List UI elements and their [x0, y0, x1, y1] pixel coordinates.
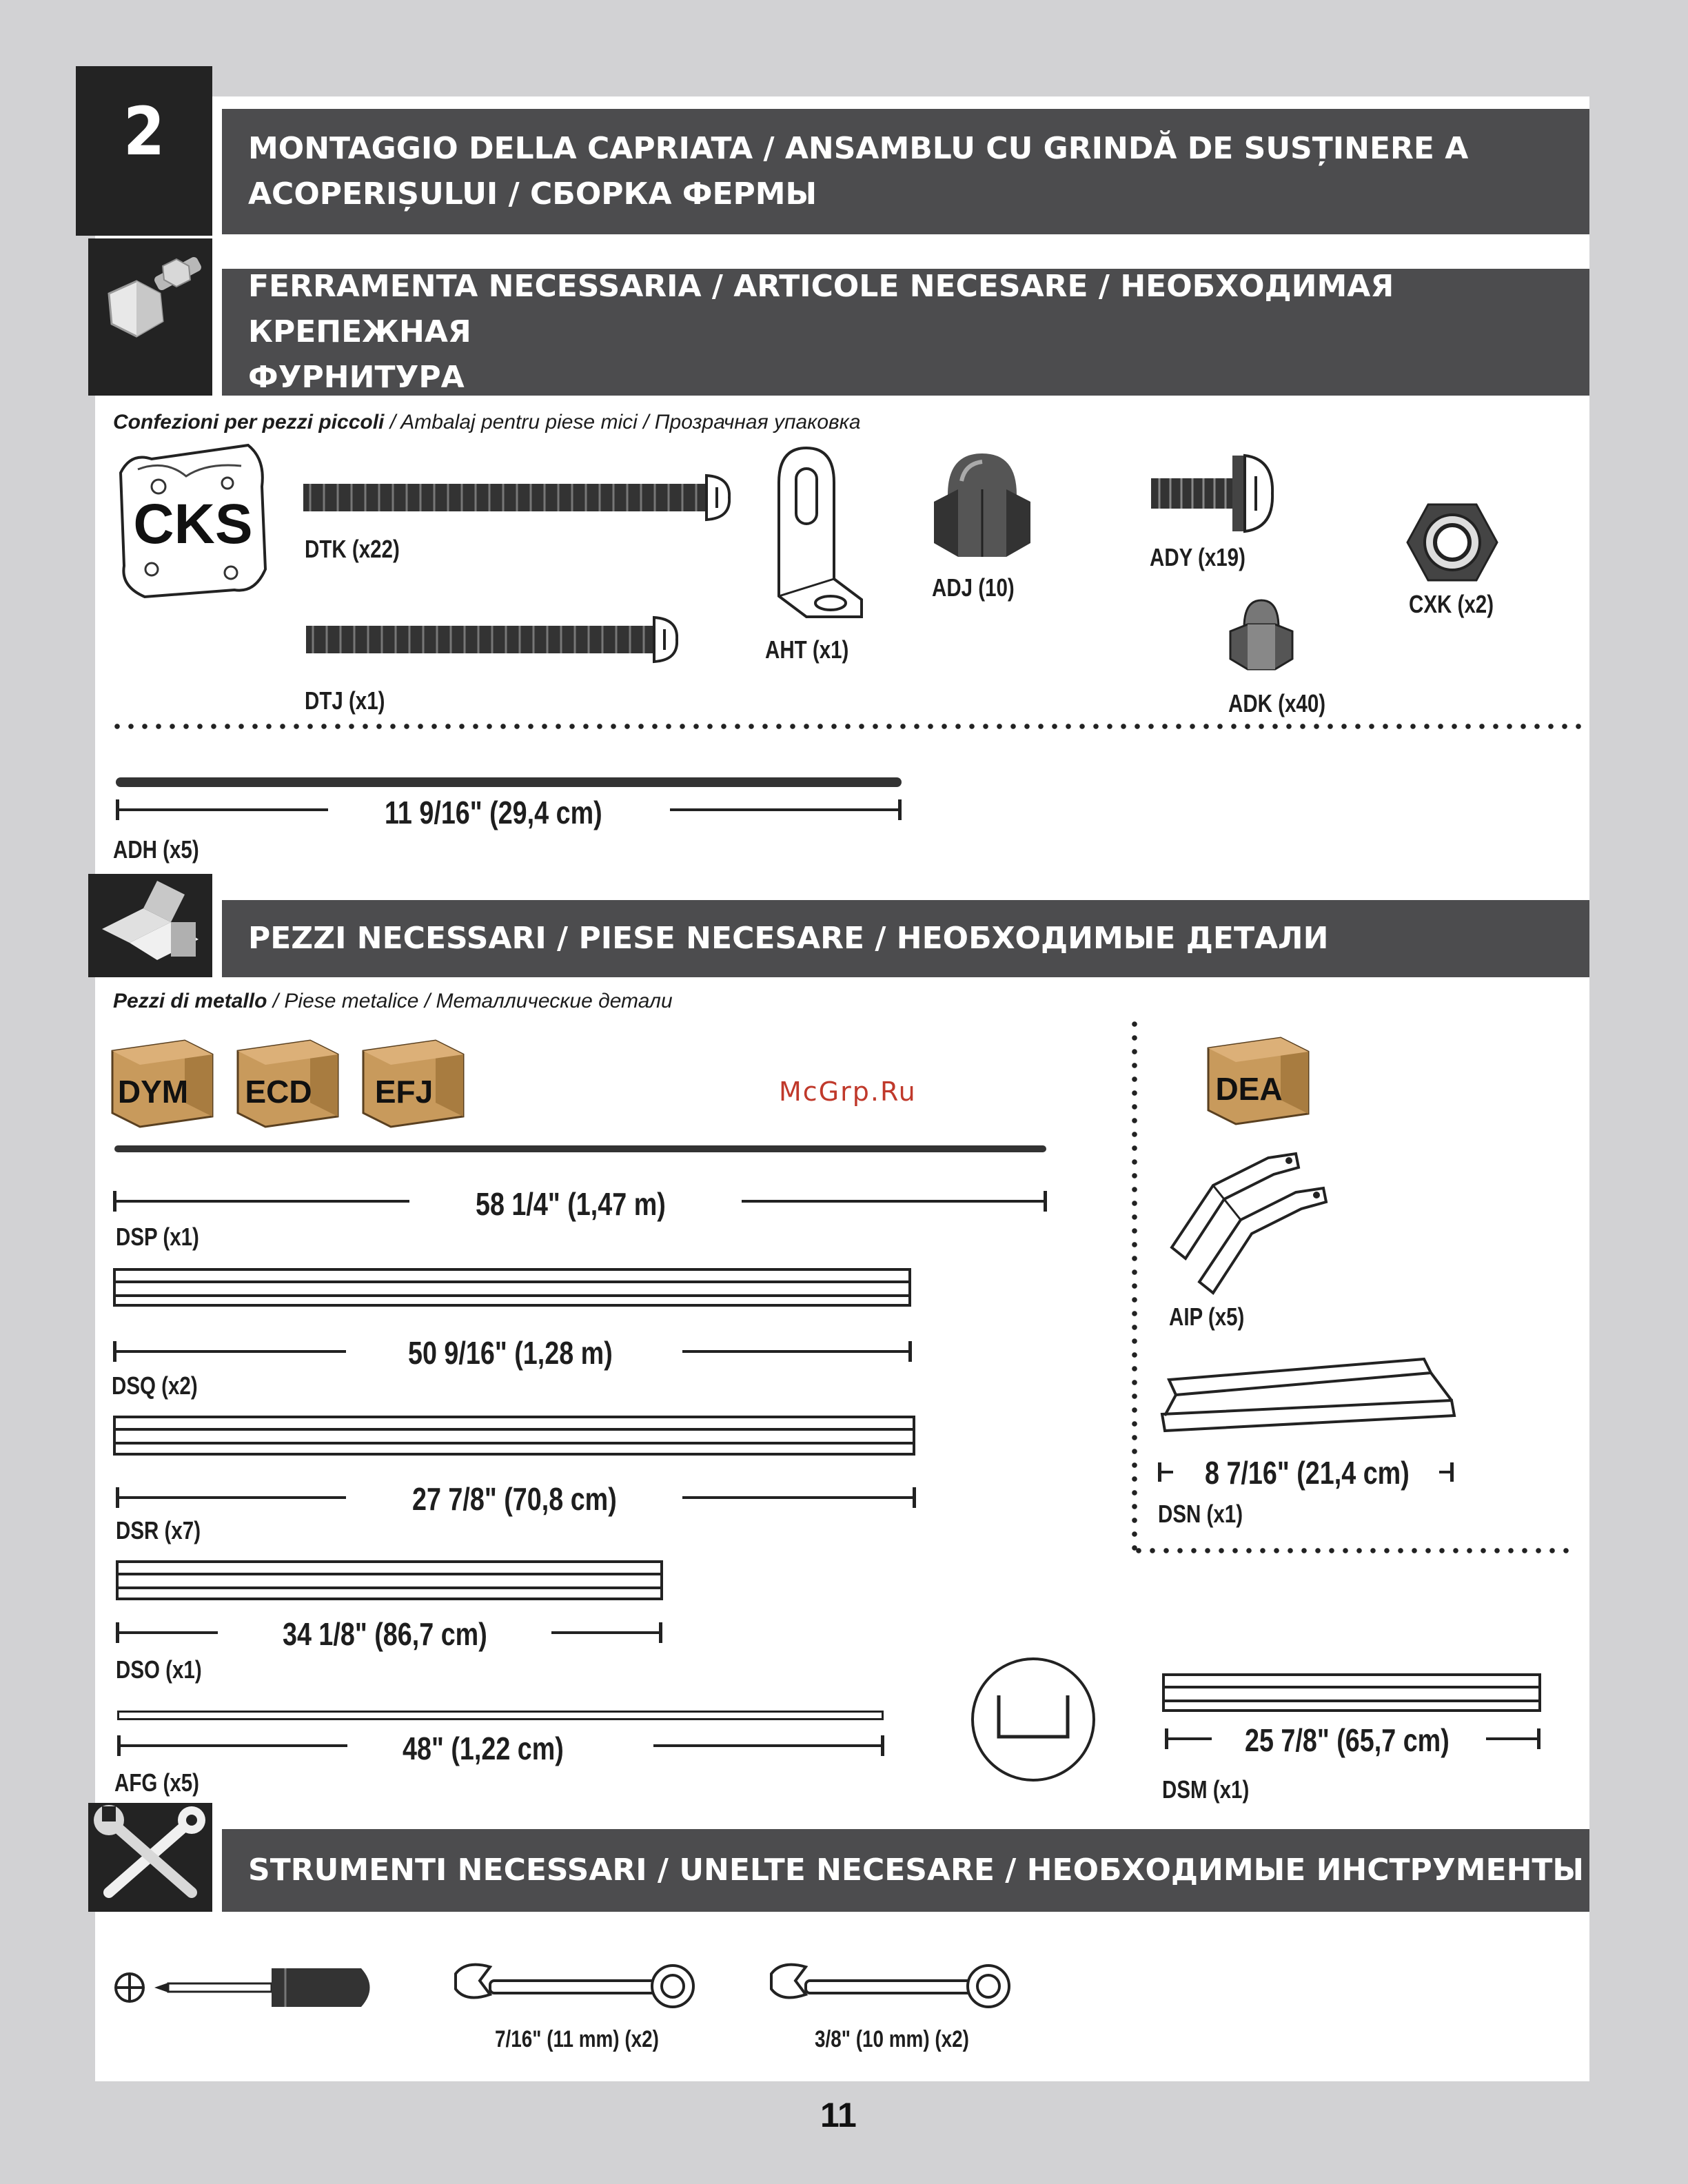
box-dym-label: DYM [117, 1074, 189, 1110]
parts-sub-ru: Металлические детали [436, 990, 673, 1012]
sub-separator: / [267, 990, 285, 1012]
dimension-line [116, 1496, 346, 1499]
page-number: 11 [820, 2096, 857, 2134]
sub-separator: / [637, 411, 655, 433]
dsq-rail-icon [113, 1268, 911, 1307]
hardware-heading-bar [222, 269, 1589, 396]
aht-bracket-icon [765, 441, 868, 627]
dsn-label: DSN (x1) [1158, 1500, 1243, 1528]
adh-length: 11 9/16" (29,4 cm) [385, 795, 602, 830]
afg-label: AFG (x5) [114, 1768, 200, 1797]
dsn-length: 8 7/16" (21,4 cm) [1205, 1455, 1410, 1491]
dimension-line [670, 808, 900, 811]
adh-rod-icon [116, 777, 902, 787]
adk-label: ADK (x40) [1228, 689, 1326, 717]
dimension-line [116, 808, 328, 811]
dsq-label: DSQ (x2) [112, 1371, 198, 1400]
dimension-line [116, 1631, 218, 1634]
dimension-line [113, 1350, 346, 1353]
dimension-line [1486, 1737, 1540, 1740]
parts-heading-bar [222, 900, 1589, 977]
wrench-7-16-label: 7/16" (11 mm) (x2) [495, 2026, 659, 2052]
dsp-length: 58 1/4" (1,47 m) [476, 1186, 666, 1222]
parts-heading: PEZZI NECESSARI / PIESE NECESARE / НЕОБХОДИМЫЕ ДЕТАЛИ [248, 921, 1329, 956]
dsp-tube-icon [114, 1145, 1046, 1152]
dsq-length: 50 9/16" (1,28 m) [408, 1335, 613, 1371]
metal-bracket-icon [88, 874, 212, 977]
dsm-label: DSM (x1) [1162, 1775, 1250, 1804]
dsp-label: DSP (x1) [116, 1223, 199, 1251]
u-channel-profile-icon [968, 1654, 1099, 1785]
dso-length: 34 1/8" (86,7 cm) [283, 1616, 487, 1652]
cxk-lock-nut-icon [1401, 498, 1504, 587]
hardware-heading-line2: ФУРНИТУРА [248, 360, 465, 395]
parts-subtitle [113, 990, 673, 1013]
step-number: 2 [76, 66, 212, 236]
wrench-7-16-icon [452, 1960, 700, 2015]
tools-icon [88, 1803, 212, 1912]
dimension-tick [1537, 1728, 1540, 1749]
adj-label: ADJ (10) [932, 573, 1015, 602]
dimension-line [682, 1350, 911, 1353]
dimension-tick [881, 1735, 884, 1756]
dimension-line [653, 1744, 884, 1747]
box-dea-label: DEA [1215, 1071, 1283, 1107]
dsm-rail-icon [1162, 1673, 1541, 1712]
dimension-line [682, 1496, 915, 1499]
wrench-3-8-icon [768, 1960, 1016, 2015]
box-ecd-icon [234, 1034, 345, 1130]
dsn-rail-icon [1155, 1352, 1465, 1442]
dso-label: DSO (x1) [116, 1655, 202, 1684]
dso-rail-icon [116, 1560, 663, 1600]
dsr-length: 27 7/8" (70,8 cm) [412, 1481, 617, 1517]
tools-heading: STRUMENTI NECESSARI / UNELTE NECESARE / НЕОБХОДИМЫЕ ИНСТРУМЕНТЫ [248, 1853, 1584, 1888]
dsr-label: DSR (x7) [116, 1516, 201, 1544]
adj-cap-nut-icon [927, 447, 1037, 564]
cks-bag-label: CKS [133, 493, 253, 555]
ady-screw-icon [1151, 452, 1275, 535]
box-efj-label: EFJ [374, 1074, 434, 1110]
sub-separator: / [384, 411, 401, 433]
hardware-heading-line1: FERRAMENTA NECESSARIA / ARTICOLE NECESARE / НЕОБХОДИМАЯ КРЕПЕЖНАЯ [248, 269, 1394, 349]
dotted-separator [110, 724, 1589, 729]
dimension-tick [1044, 1191, 1047, 1212]
cks-bag-icon [110, 438, 276, 604]
box-efj-icon [360, 1034, 470, 1130]
adh-label: ADH (x5) [113, 835, 199, 864]
hardware-sub-it: Confezioni per pezzi piccoli [113, 411, 385, 433]
hardware-sub-ro: Ambalaj pentru piese mici [400, 411, 638, 433]
sub-separator: / [418, 990, 436, 1012]
dotted-separator-vertical [1132, 1017, 1137, 1555]
box-dym-icon [109, 1034, 219, 1130]
watermark: McGrp.Ru [779, 1076, 917, 1107]
bolt-nut-icon [88, 238, 212, 396]
hardware-subtitle [113, 411, 861, 434]
afg-length: 48" (1,22 cm) [403, 1731, 564, 1766]
hardware-sub-ru: Прозрачная упаковка [654, 411, 861, 433]
dsr-rail-icon [113, 1416, 915, 1456]
step-title-line2: ACOPERIȘULUI / СБОРКА ФЕРМЫ [248, 176, 817, 212]
aip-label: AIP (x5) [1169, 1303, 1245, 1331]
dtk-label: DTK (x22) [305, 535, 400, 563]
box-ecd-label: ECD [245, 1074, 312, 1110]
step-title-line1: MONTAGGIO DELLA CAPRIATA / ANSAMBLU CU GRINDĂ DE SUSȚINERE A [248, 131, 1469, 166]
screwdriver-icon [113, 1960, 382, 2015]
step-title-bar [222, 109, 1589, 234]
wrench-3-8-label: 3/8" (10 mm) (x2) [815, 2026, 969, 2052]
dimension-tick [1450, 1462, 1454, 1482]
tools-heading-bar [222, 1829, 1589, 1912]
dtj-screw-icon [306, 612, 678, 667]
cxk-label: CXK (x2) [1409, 590, 1494, 618]
aip-bracket-icon [1158, 1144, 1351, 1296]
dimension-tick [659, 1622, 662, 1643]
dsm-length: 25 7/8" (65,7 cm) [1245, 1722, 1450, 1758]
dimension-line [742, 1200, 1046, 1203]
dimension-line [551, 1631, 662, 1634]
dimension-tick [913, 1487, 916, 1508]
dimension-line [1158, 1471, 1173, 1473]
dtj-label: DTJ (x1) [305, 686, 385, 715]
adk-nut-icon [1227, 597, 1296, 673]
aht-label: AHT (x1) [765, 635, 849, 664]
parts-sub-ro: Piese metalice [284, 990, 419, 1012]
dimension-line [1165, 1737, 1212, 1740]
dtk-screw-icon [303, 470, 731, 525]
dimension-tick [908, 1341, 912, 1362]
parts-sub-it: Pezzi di metallo [113, 990, 267, 1012]
dimension-tick [898, 799, 902, 820]
dimension-line [113, 1200, 409, 1203]
ady-label: ADY (x19) [1150, 543, 1245, 571]
afg-bar-icon [117, 1711, 884, 1720]
dimension-line [117, 1744, 347, 1747]
dotted-separator [1132, 1548, 1574, 1553]
box-dea-icon [1205, 1031, 1315, 1127]
